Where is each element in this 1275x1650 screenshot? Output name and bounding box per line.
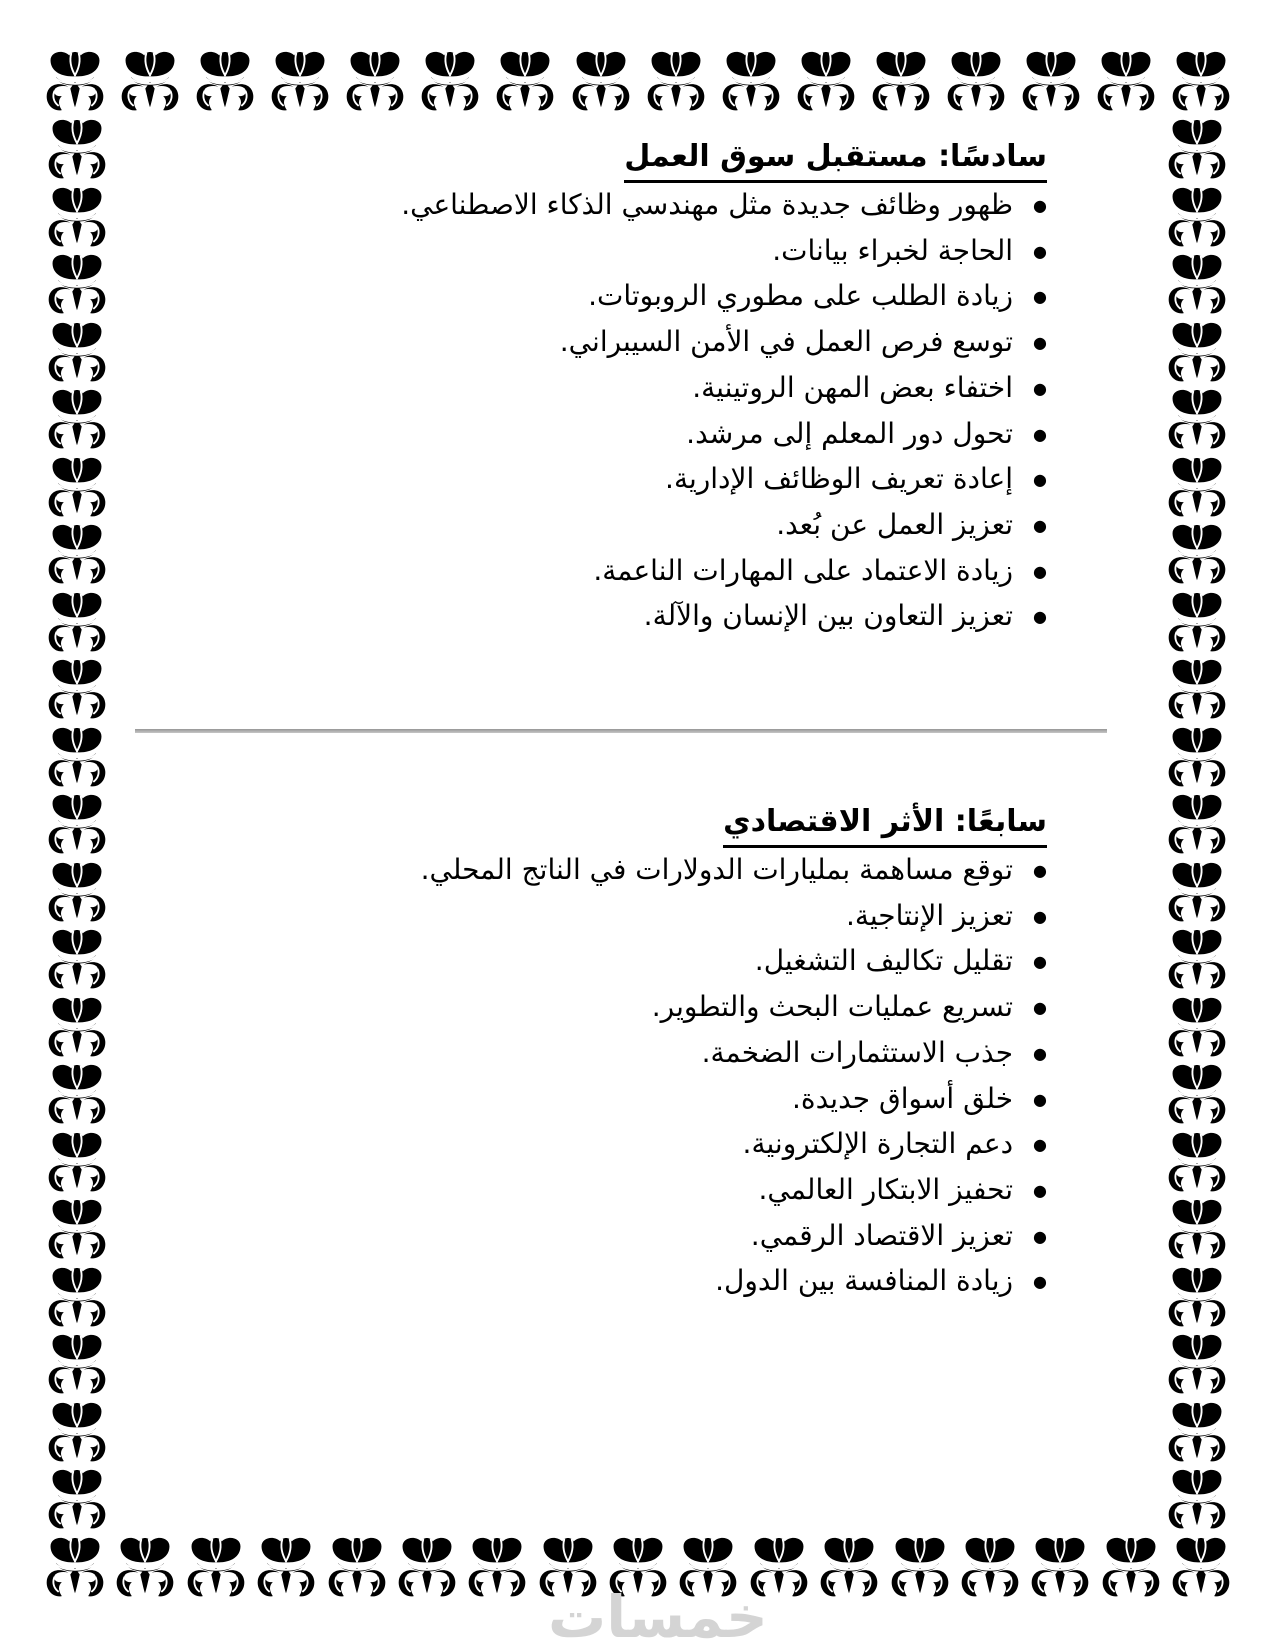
flower-ornament-icon <box>46 1061 108 1125</box>
flower-ornament-icon <box>889 1534 951 1598</box>
ornamental-border-right <box>1166 116 1228 1530</box>
flower-ornament-icon <box>1166 251 1228 315</box>
list-item: ● زيادة الطلب على مطوري الروبوتات. <box>135 274 1047 320</box>
bullet-list <box>135 848 1047 1305</box>
section-heading-text: سابعًا: الأثر الاقتصادي <box>723 802 1047 848</box>
flower-ornament-icon <box>46 116 108 180</box>
flower-ornament-icon <box>1166 859 1228 923</box>
document-content <box>135 0 1047 1305</box>
flower-ornament-icon <box>396 1534 458 1598</box>
list-item: ● تحول دور المعلم إلى مرشد. <box>135 412 1047 458</box>
flower-ornament-icon <box>46 1399 108 1463</box>
list-item: ● ظهور وظائف جديدة مثل مهندسي الذكاء الاصطناعي. <box>135 183 1047 229</box>
flower-ornament-icon <box>46 454 108 518</box>
list-item: ● جذب الاستثمارات الضخمة. <box>135 1031 1047 1077</box>
flower-ornament-icon <box>46 251 108 315</box>
flower-ornament-icon <box>46 1264 108 1328</box>
section-divider <box>135 729 1107 733</box>
flower-ornament-icon <box>1166 656 1228 720</box>
flower-ornament-icon <box>818 1534 880 1598</box>
flower-ornament-icon <box>1166 1466 1228 1530</box>
section-heading <box>135 802 1047 848</box>
flower-ornament-icon <box>46 1466 108 1530</box>
flower-ornament-icon <box>1166 1399 1228 1463</box>
flower-ornament-icon <box>1166 1264 1228 1328</box>
flower-ornament-icon <box>1166 319 1228 383</box>
list-item: ● توقع مساهمة بمليارات الدولارات في الناتج المحلي. <box>135 848 1047 894</box>
flower-ornament-icon <box>185 1534 247 1598</box>
flower-ornament-icon <box>1166 724 1228 788</box>
list-item: ● إعادة تعريف الوظائف الإدارية. <box>135 457 1047 503</box>
flower-ornament-icon <box>326 1534 388 1598</box>
flower-ornament-icon <box>46 994 108 1058</box>
list-item: ● تعزيز العمل عن بُعد. <box>135 503 1047 549</box>
flower-ornament-icon <box>46 791 108 855</box>
section-future-job-market <box>135 137 1047 640</box>
flower-ornament-icon <box>1166 454 1228 518</box>
flower-ornament-icon <box>1166 926 1228 990</box>
flower-ornament-icon <box>1166 1129 1228 1193</box>
flower-ornament-icon <box>46 1196 108 1260</box>
flower-ornament-icon <box>1095 48 1157 112</box>
bullet-list <box>135 183 1047 640</box>
list-item: ● تعزيز التعاون بين الإنسان والآلة. <box>135 594 1047 640</box>
list-item: ● تعزيز الاقتصاد الرقمي. <box>135 1214 1047 1260</box>
list-item: ● تعزيز الإنتاجية. <box>135 894 1047 940</box>
list-item: ● تحفيز الابتكار العالمي. <box>135 1168 1047 1214</box>
list-item: ● اختفاء بعض المهن الروتينية. <box>135 366 1047 412</box>
flower-ornament-icon <box>1166 994 1228 1058</box>
list-item: ● تسريع عمليات البحث والتطوير. <box>135 985 1047 1031</box>
section-heading <box>135 137 1047 183</box>
section-economic-impact <box>135 802 1047 1305</box>
flower-ornament-icon <box>46 1129 108 1193</box>
flower-ornament-icon <box>1166 386 1228 450</box>
watermark-logo: خمسات <box>548 1588 768 1650</box>
flower-ornament-icon <box>1029 1534 1091 1598</box>
flower-ornament-icon <box>46 184 108 248</box>
flower-ornament-icon <box>44 1534 106 1598</box>
flower-ornament-icon <box>1170 1534 1232 1598</box>
flower-ornament-icon <box>1166 184 1228 248</box>
flower-ornament-icon <box>46 1331 108 1395</box>
flower-ornament-icon <box>46 319 108 383</box>
list-item: ● دعم التجارة الإلكترونية. <box>135 1122 1047 1168</box>
flower-ornament-icon <box>114 1534 176 1598</box>
flower-ornament-icon <box>46 386 108 450</box>
flower-ornament-icon <box>255 1534 317 1598</box>
flower-ornament-icon <box>46 724 108 788</box>
flower-ornament-icon <box>46 926 108 990</box>
flower-ornament-icon <box>466 1534 528 1598</box>
list-item: ● زيادة المنافسة بين الدول. <box>135 1259 1047 1305</box>
list-item: ● توسع فرص العمل في الأمن السيبراني. <box>135 320 1047 366</box>
ornamental-border-left <box>46 116 108 1530</box>
flower-ornament-icon <box>1166 589 1228 653</box>
flower-ornament-icon <box>1166 791 1228 855</box>
flower-ornament-icon <box>1100 1534 1162 1598</box>
flower-ornament-icon <box>1166 116 1228 180</box>
flower-ornament-icon <box>46 589 108 653</box>
flower-ornament-icon <box>1166 1061 1228 1125</box>
flower-ornament-icon <box>46 521 108 585</box>
list-item: ● خلق أسواق جديدة. <box>135 1077 1047 1123</box>
flower-ornament-icon <box>1166 1196 1228 1260</box>
flower-ornament-icon <box>1166 1331 1228 1395</box>
flower-ornament-icon <box>1166 521 1228 585</box>
list-item: ● تقليل تكاليف التشغيل. <box>135 939 1047 985</box>
flower-ornament-icon <box>44 48 106 112</box>
flower-ornament-icon <box>959 1534 1021 1598</box>
flower-ornament-icon <box>46 859 108 923</box>
flower-ornament-icon <box>1170 48 1232 112</box>
section-heading-text: سادسًا: مستقبل سوق العمل <box>624 137 1047 183</box>
list-item: ● الحاجة لخبراء بيانات. <box>135 229 1047 275</box>
list-item: ● زيادة الاعتماد على المهارات الناعمة. <box>135 549 1047 595</box>
flower-ornament-icon <box>46 656 108 720</box>
